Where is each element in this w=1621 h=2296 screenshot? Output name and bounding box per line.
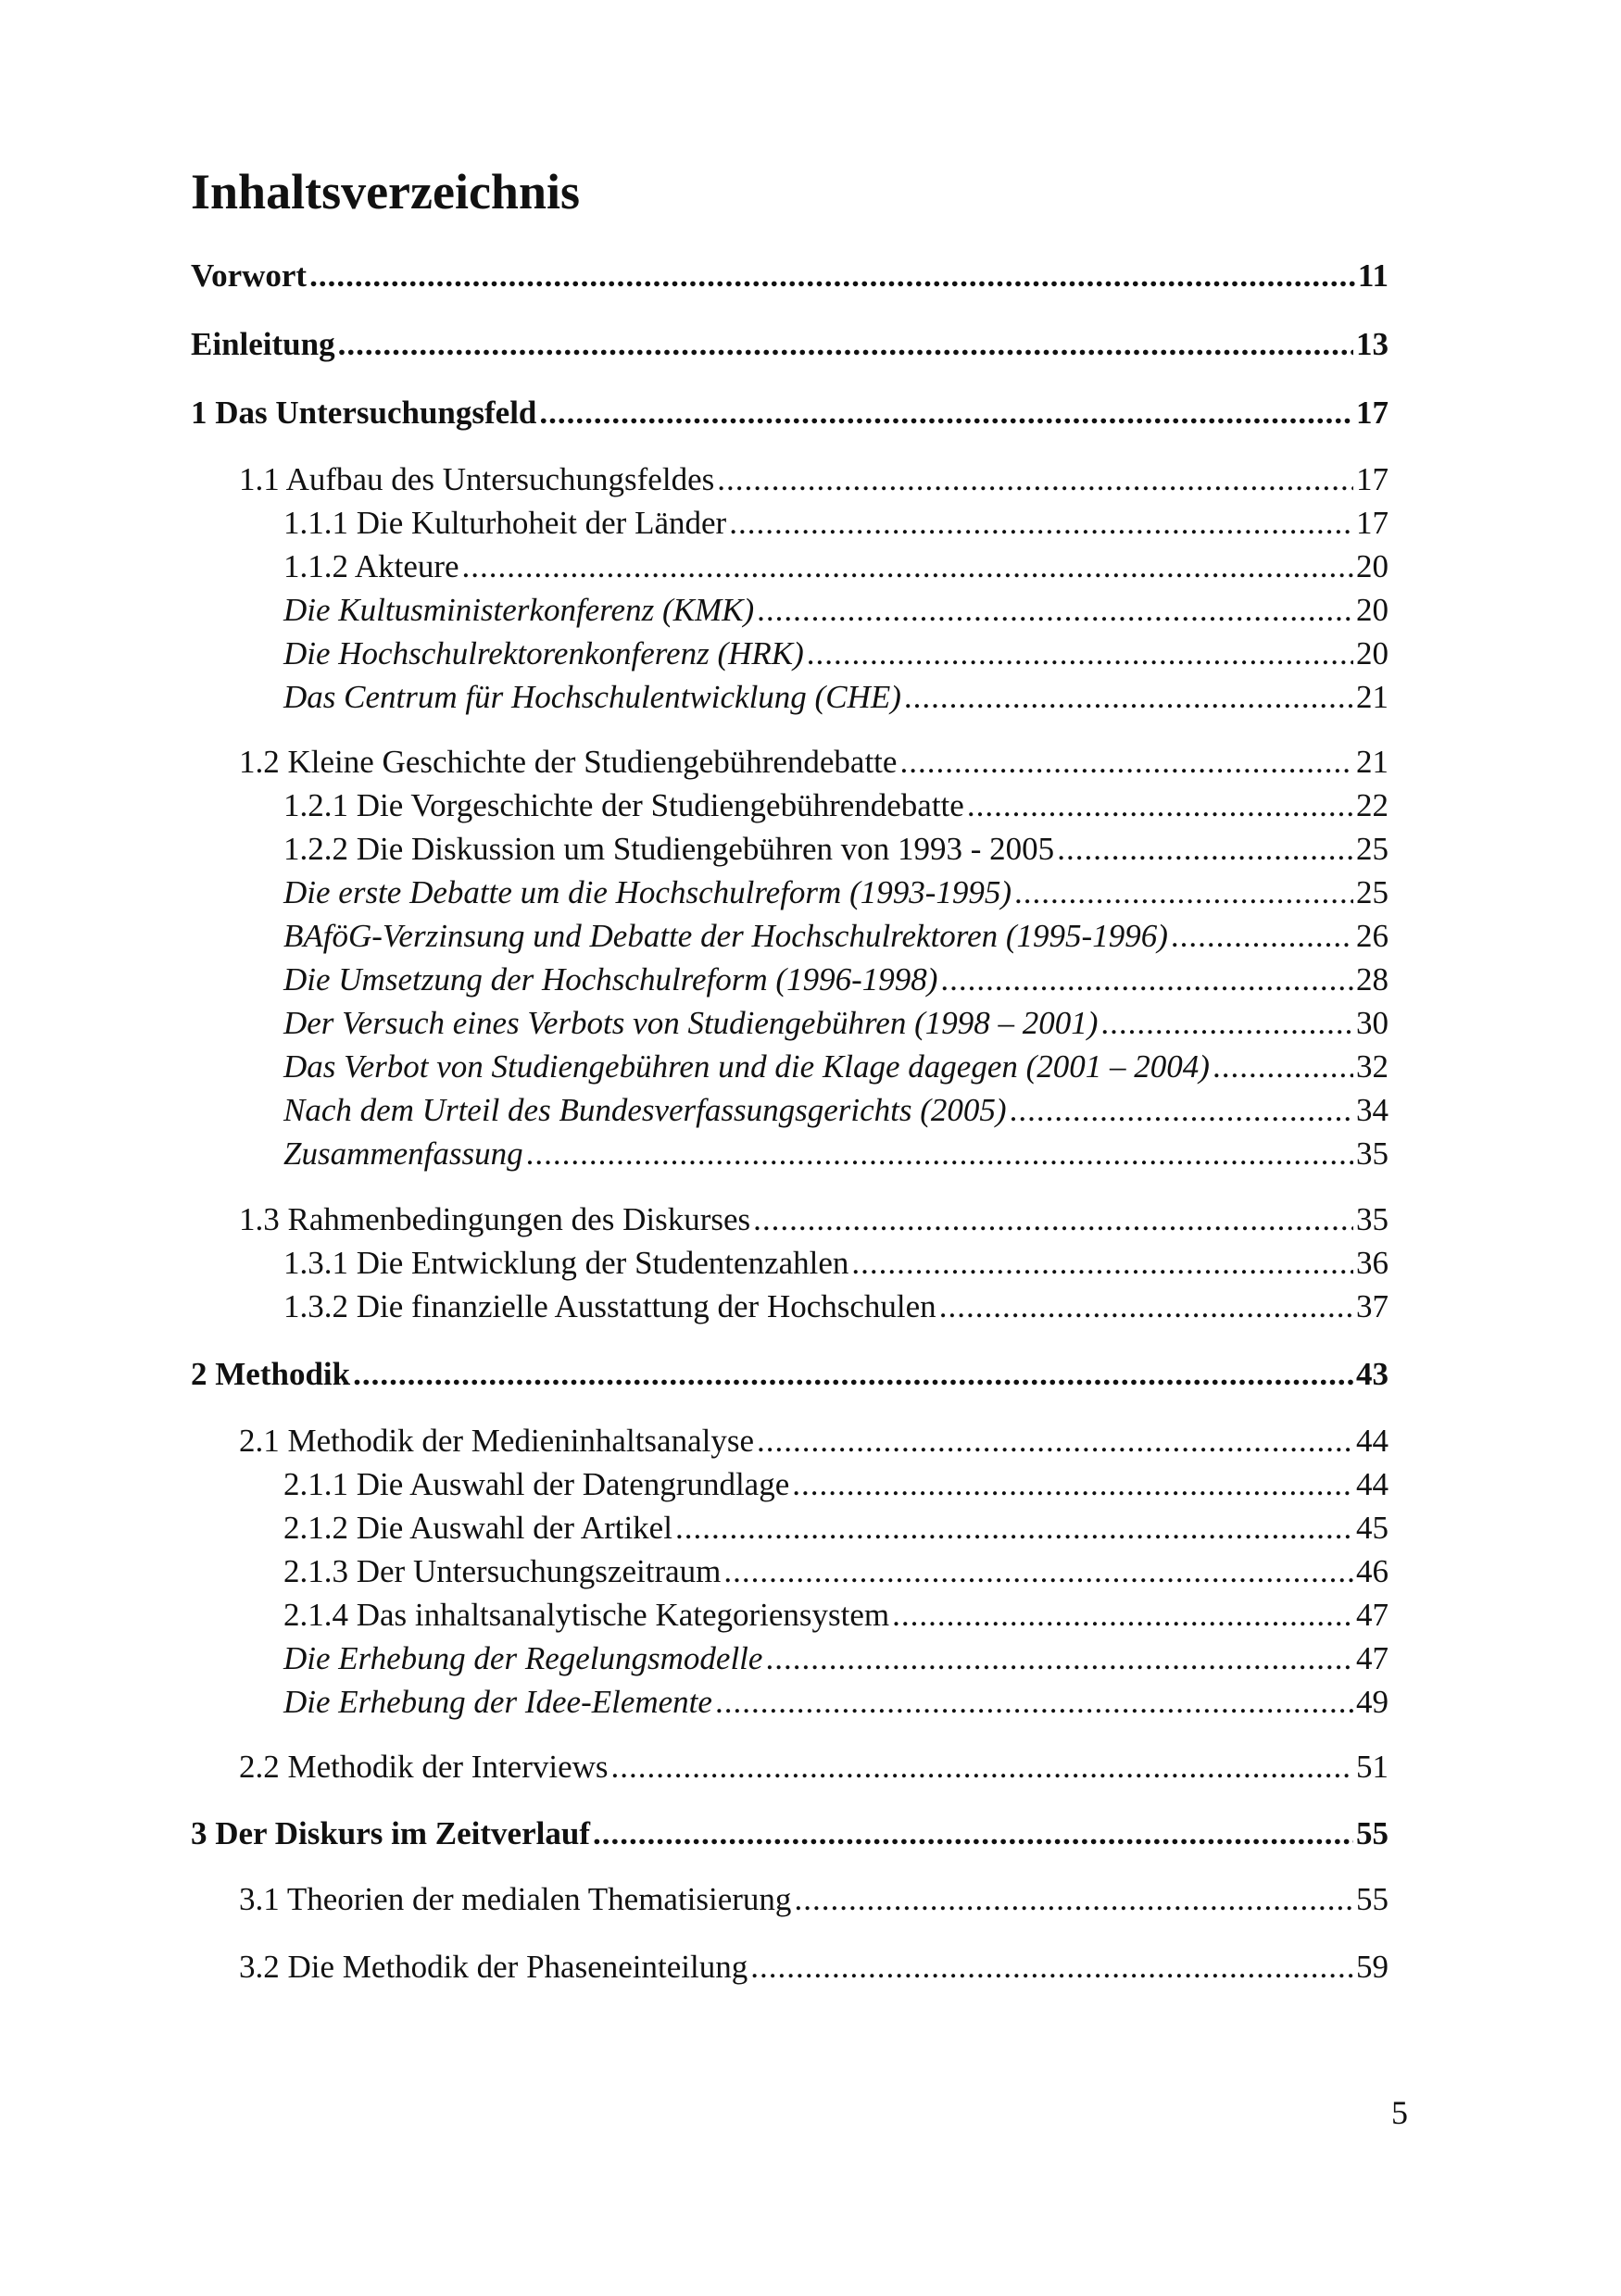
page-number: 5	[1391, 2094, 1408, 2131]
dot-leader	[715, 1682, 1353, 1723]
dot-leader	[309, 256, 1355, 296]
dot-leader	[1014, 872, 1353, 913]
toc-entry[interactable]	[283, 677, 1389, 718]
toc-entry[interactable]	[191, 1813, 1389, 1854]
toc-entry[interactable]	[239, 1747, 1389, 1788]
toc-entry-page: 34	[1356, 1092, 1389, 1128]
toc-entry-title: Das Verbot von Studiengebühren und die Klage dagegen (2001 – 2004)	[283, 1048, 1210, 1085]
toc-entry-page: 55	[1356, 1815, 1389, 1851]
toc-entry-title: 3.1 Theorien der medialen Thematisierung	[239, 1881, 792, 1917]
toc-entry-page: 11	[1357, 257, 1389, 294]
dot-leader	[904, 677, 1353, 718]
toc-entry-title: 1.1 Aufbau des Untersuchungsfeldes	[239, 461, 715, 497]
toc-entry-page: 37	[1356, 1288, 1389, 1324]
page-title: Inhaltsverzeichnis	[191, 164, 581, 220]
toc-entry[interactable]	[283, 1286, 1389, 1327]
toc-entry[interactable]	[283, 1047, 1389, 1087]
toc-entry-title: 3 Der Diskurs im Zeitverlauf	[191, 1815, 590, 1851]
toc-entry[interactable]	[239, 1199, 1389, 1240]
toc-entry-title: 2.1.3 Der Untersuchungszeitraum	[283, 1553, 722, 1589]
dot-leader	[338, 324, 1353, 365]
dot-leader	[765, 1638, 1353, 1679]
toc-entry[interactable]	[283, 1508, 1389, 1549]
dot-leader	[757, 590, 1353, 631]
toc-entry-title: 1.3.1 Die Entwicklung der Studentenzahlen	[283, 1245, 849, 1281]
toc-entry[interactable]	[283, 872, 1389, 913]
toc-entry[interactable]	[239, 459, 1389, 500]
toc-entry-page: 20	[1356, 592, 1389, 628]
toc-entry[interactable]	[239, 1421, 1389, 1462]
toc-entry-page: 35	[1356, 1201, 1389, 1237]
toc-entry-page: 43	[1356, 1356, 1389, 1392]
toc-entry-page: 55	[1356, 1881, 1389, 1917]
toc-entry[interactable]	[283, 1464, 1389, 1505]
toc-entry-title: Die Erhebung der Regelungsmodelle	[283, 1640, 763, 1676]
dot-leader	[717, 459, 1353, 500]
toc-entry[interactable]	[283, 503, 1389, 544]
toc-entry-page: 51	[1356, 1749, 1389, 1785]
toc-entry-page: 59	[1356, 1949, 1389, 1985]
dot-leader	[1010, 1090, 1353, 1131]
toc-entry-title: Zusammenfassung	[283, 1135, 523, 1172]
toc-entry-title: 1.1.2 Akteure	[283, 548, 459, 584]
dot-leader	[593, 1813, 1353, 1854]
toc-entry-title: Vorwort	[191, 257, 308, 294]
dot-leader	[723, 1551, 1353, 1592]
toc-entry[interactable]	[191, 1354, 1389, 1395]
toc-entry[interactable]	[283, 829, 1389, 870]
dot-leader	[1213, 1047, 1353, 1087]
toc-entry-page: 21	[1356, 744, 1389, 780]
toc-entry-title: 2.1 Methodik der Medieninhaltsanalyse	[239, 1423, 754, 1459]
toc-entry[interactable]	[283, 1638, 1389, 1679]
toc-entry-page: 46	[1356, 1553, 1389, 1589]
toc-entry[interactable]	[191, 393, 1389, 433]
toc-entry[interactable]	[283, 1243, 1389, 1284]
dot-leader	[1100, 1003, 1353, 1044]
toc-entry-page: 13	[1356, 326, 1389, 362]
toc-entry[interactable]	[283, 1003, 1389, 1044]
dot-leader	[757, 1421, 1353, 1462]
toc-entry-title: Die Kultusministerkonferenz (KMK)	[283, 592, 755, 628]
toc-entry-page: 32	[1356, 1048, 1389, 1085]
dot-leader	[750, 1947, 1353, 1988]
toc-entry-title: 2.1.2 Die Auswahl der Artikel	[283, 1510, 672, 1546]
toc-entry-title: Das Centrum für Hochschulentwicklung (CHE)	[283, 679, 901, 715]
toc-entry-title: 1.2 Kleine Geschichte der Studiengebührendebatte	[239, 744, 898, 780]
toc-entry-title: 1.1.1 Die Kulturhoheit der Länder	[283, 505, 727, 541]
dot-leader	[753, 1199, 1353, 1240]
toc-entry-page: 25	[1356, 874, 1389, 910]
toc-entry-page: 17	[1356, 461, 1389, 497]
toc-entry[interactable]	[191, 324, 1389, 365]
toc-entry-title: 3.2 Die Methodik der Phaseneinteilung	[239, 1949, 748, 1985]
toc-entry[interactable]	[283, 960, 1389, 1000]
toc-entry-page: 45	[1356, 1510, 1389, 1546]
toc-entry-title: 1 Das Untersuchungsfeld	[191, 395, 537, 431]
dot-leader	[792, 1464, 1353, 1505]
dot-leader	[1171, 916, 1353, 957]
toc-entry-page: 17	[1356, 505, 1389, 541]
toc-entry-page: 44	[1356, 1466, 1389, 1502]
toc-entry-page: 28	[1356, 961, 1389, 997]
toc-entry[interactable]	[283, 916, 1389, 957]
dot-leader	[353, 1354, 1353, 1395]
dot-leader	[729, 503, 1353, 544]
dot-leader	[940, 960, 1353, 1000]
toc-entry-page: 20	[1356, 635, 1389, 671]
dot-leader	[807, 634, 1353, 674]
dot-leader	[939, 1286, 1353, 1327]
toc-entry[interactable]	[283, 1682, 1389, 1723]
toc-entry-title: Einleitung	[191, 326, 335, 362]
toc-entry-title: Die erste Debatte um die Hochschulreform (1993-1995)	[283, 874, 1012, 910]
toc-entry-page: 47	[1356, 1640, 1389, 1676]
dot-leader	[462, 546, 1353, 587]
toc-entry-title: 1.2.2 Die Diskussion um Studiengebühren von 1993 - 2005	[283, 831, 1055, 867]
toc-entry-page: 30	[1356, 1005, 1389, 1041]
toc-entry-title: 2.1.4 Das inhaltsanalytische Kategoriensystem	[283, 1597, 890, 1633]
toc-entry[interactable]	[239, 1947, 1389, 1988]
toc-entry-title: 1.3 Rahmenbedingungen des Diskurses	[239, 1201, 751, 1237]
dot-leader	[794, 1879, 1353, 1920]
dot-leader	[967, 785, 1353, 826]
toc-entry-page: 36	[1356, 1245, 1389, 1281]
dot-leader	[1057, 829, 1353, 870]
dot-leader	[892, 1595, 1353, 1636]
toc-entry-page: 20	[1356, 548, 1389, 584]
toc-entry-title: 1.3.2 Die finanzielle Ausstattung der Hochschulen	[283, 1288, 936, 1324]
toc-entry-title: Die Umsetzung der Hochschulreform (1996-1998)	[283, 961, 938, 997]
dot-leader	[899, 742, 1353, 783]
toc-entry-title: Die Hochschulrektorenkonferenz (HRK)	[283, 635, 804, 671]
toc-entry[interactable]	[283, 1551, 1389, 1592]
toc-entry[interactable]	[283, 634, 1389, 674]
toc-entry-title: Nach dem Urteil des Bundesverfassungsgerichts (2005)	[283, 1092, 1007, 1128]
toc-entry-title: 2.2 Methodik der Interviews	[239, 1749, 609, 1785]
toc-entry-page: 44	[1356, 1423, 1389, 1459]
dot-leader	[539, 393, 1353, 433]
dot-leader	[851, 1243, 1353, 1284]
toc-entry-page: 26	[1356, 918, 1389, 954]
toc-entry[interactable]	[283, 1090, 1389, 1131]
toc-entry[interactable]	[283, 1134, 1389, 1174]
toc-entry[interactable]	[283, 546, 1389, 587]
toc-entry-title: BAföG-Verzinsung und Debatte der Hochschulrektoren (1995-1996)	[283, 918, 1168, 954]
toc-entry-title: Die Erhebung der Idee-Elemente	[283, 1684, 712, 1720]
toc-entry[interactable]	[239, 742, 1389, 783]
toc-entry-page: 35	[1356, 1135, 1389, 1172]
toc-entry-title: 2 Methodik	[191, 1356, 351, 1392]
toc-entry-page: 47	[1356, 1597, 1389, 1633]
toc-entry-page: 22	[1356, 787, 1389, 823]
toc-entry[interactable]	[191, 256, 1389, 296]
dot-leader	[611, 1747, 1353, 1788]
toc-entry[interactable]	[239, 1879, 1389, 1920]
dot-leader	[675, 1508, 1353, 1549]
toc-entry[interactable]	[283, 785, 1389, 826]
toc-entry[interactable]	[283, 1595, 1389, 1636]
toc-entry-title: Der Versuch eines Verbots von Studiengebühren (1998 – 2001)	[283, 1005, 1099, 1041]
toc-entry-page: 17	[1356, 395, 1389, 431]
dot-leader	[526, 1134, 1353, 1174]
toc-entry-page: 49	[1356, 1684, 1389, 1720]
toc-entry-title: 1.2.1 Die Vorgeschichte der Studiengebührendebatte	[283, 787, 964, 823]
toc-entry-page: 21	[1356, 679, 1389, 715]
toc-entry-title: 2.1.1 Die Auswahl der Datengrundlage	[283, 1466, 790, 1502]
toc-entry-page: 25	[1356, 831, 1389, 867]
toc-entry[interactable]	[283, 590, 1389, 631]
